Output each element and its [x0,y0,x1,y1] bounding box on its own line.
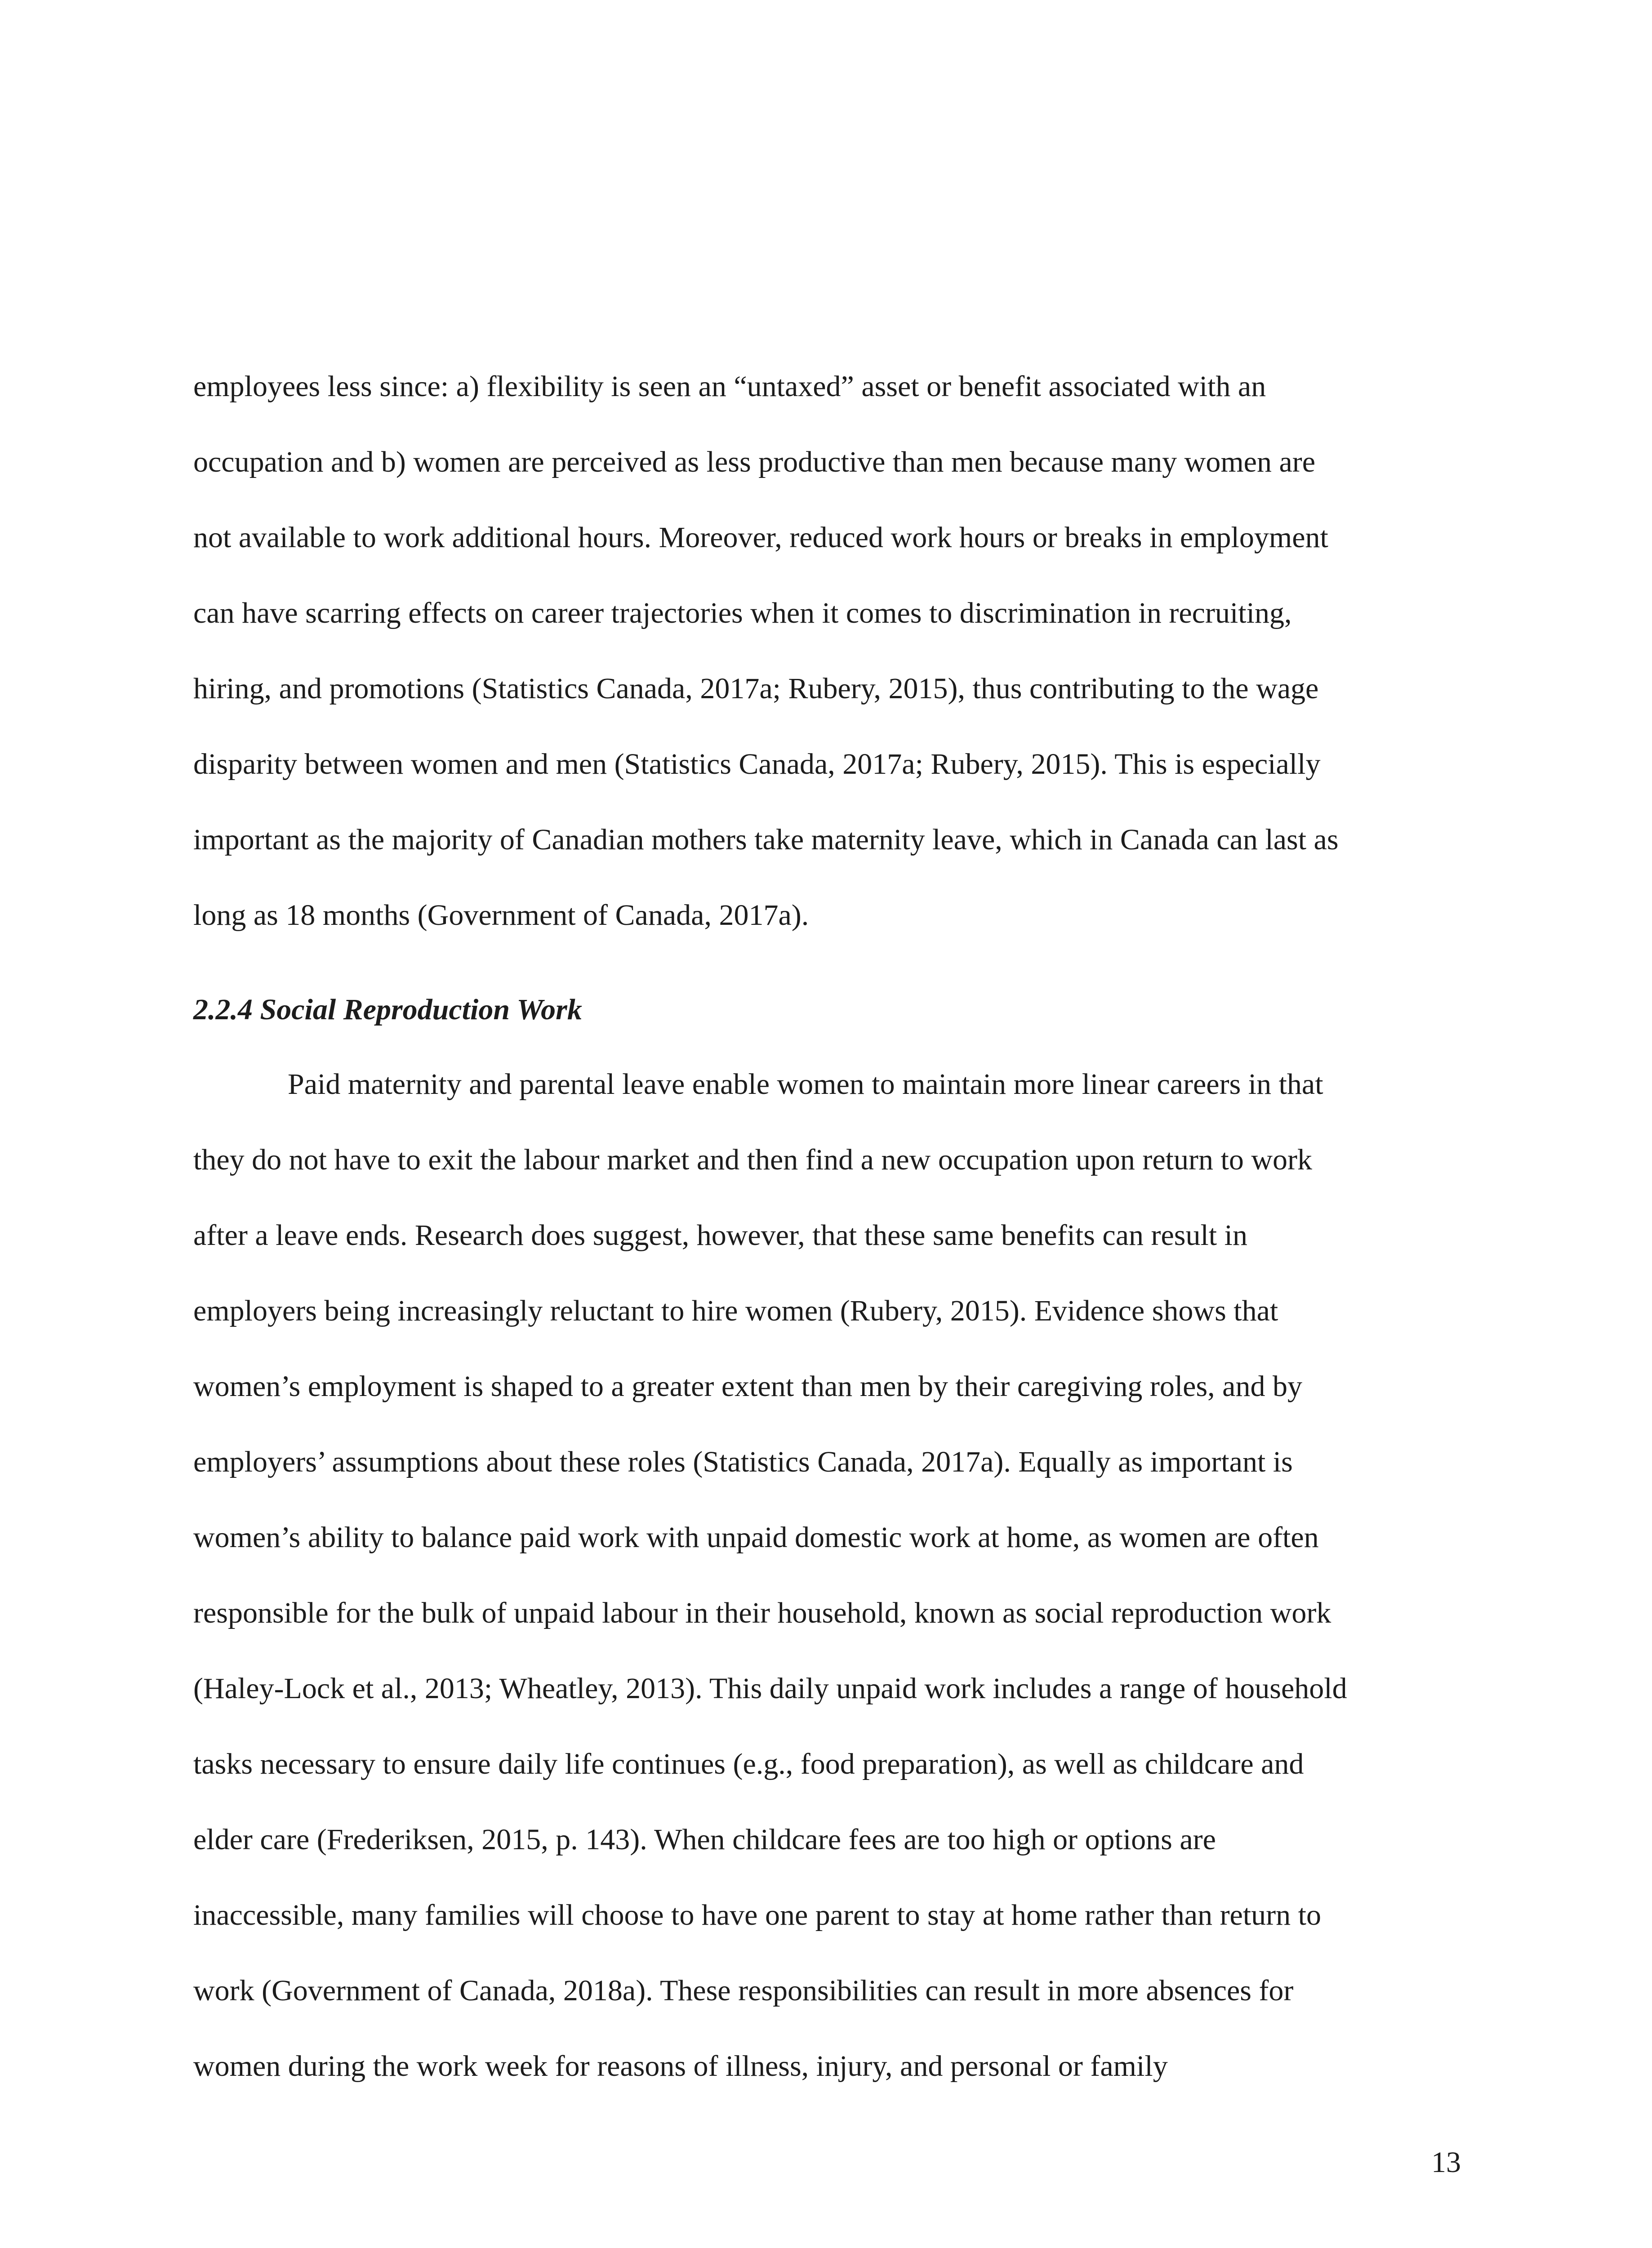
paragraph-line: tasks necessary to ensure daily life continues (e.g., food preparation), as well as childcare and [193,1748,1304,1780]
paragraph-line: women during the work week for reasons of illness, injury, and personal or family [193,2050,1168,2083]
paragraph-line: responsible for the bulk of unpaid labour in their household, known as social reproduction work [193,1597,1331,1629]
paragraph-line: not available to work additional hours. Moreover, reduced work hours or breaks in employment [193,521,1328,554]
section-heading: 2.2.4 Social Reproduction Work [193,993,582,1026]
paragraph-line: after a leave ends. Research does suggest, however, that these same benefits can result in [193,1219,1247,1252]
paragraph-line: disparity between women and men (Statistics Canada, 2017a; Rubery, 2015). This is especially [193,748,1321,781]
paragraph-line: can have scarring effects on career trajectories when it comes to discrimination in recruiting, [193,597,1292,629]
paragraph-line: Paid maternity and parental leave enable women to maintain more linear careers in that [288,1068,1323,1101]
paragraph-line: hiring, and promotions (Statistics Canada, 2017a; Rubery, 2015), thus contributing to the wage [193,672,1319,705]
paragraph-line: (Haley-Lock et al., 2013; Wheatley, 2013). This daily unpaid work includes a range of household [193,1672,1347,1705]
paragraph-line: inaccessible, many families will choose to have one parent to stay at home rather than return to [193,1899,1321,1931]
paragraph-line: employers’ assumptions about these roles (Statistics Canada, 2017a). Equally as important is [193,1445,1293,1478]
paragraph-line: work (Government of Canada, 2018a). These responsibilities can result in more absences for [193,1974,1294,2007]
paragraph-line: long as 18 months (Government of Canada, 2017a). [193,899,809,932]
paragraph-line: important as the majority of Canadian mothers take maternity leave, which in Canada can last as [193,823,1339,856]
paragraph-line: women’s employment is shaped to a greater extent than men by their caregiving roles, and by [193,1370,1302,1403]
paragraph-line: women’s ability to balance paid work with unpaid domestic work at home, as women are often [193,1521,1319,1554]
paragraph-line: elder care (Frederiksen, 2015, p. 143). When childcare fees are too high or options are [193,1823,1216,1856]
paragraph-line: occupation and b) women are perceived as less productive than men because many women are [193,446,1316,478]
page-number: 13 [1431,2146,1461,2179]
paragraph-line: employees less since: a) flexibility is seen an “untaxed” asset or benefit associated with an [193,370,1266,403]
paragraph-line: they do not have to exit the labour market and then find a new occupation upon return to work [193,1143,1312,1176]
paragraph-line: employers being increasingly reluctant to hire women (Rubery, 2015). Evidence shows that [193,1294,1278,1327]
